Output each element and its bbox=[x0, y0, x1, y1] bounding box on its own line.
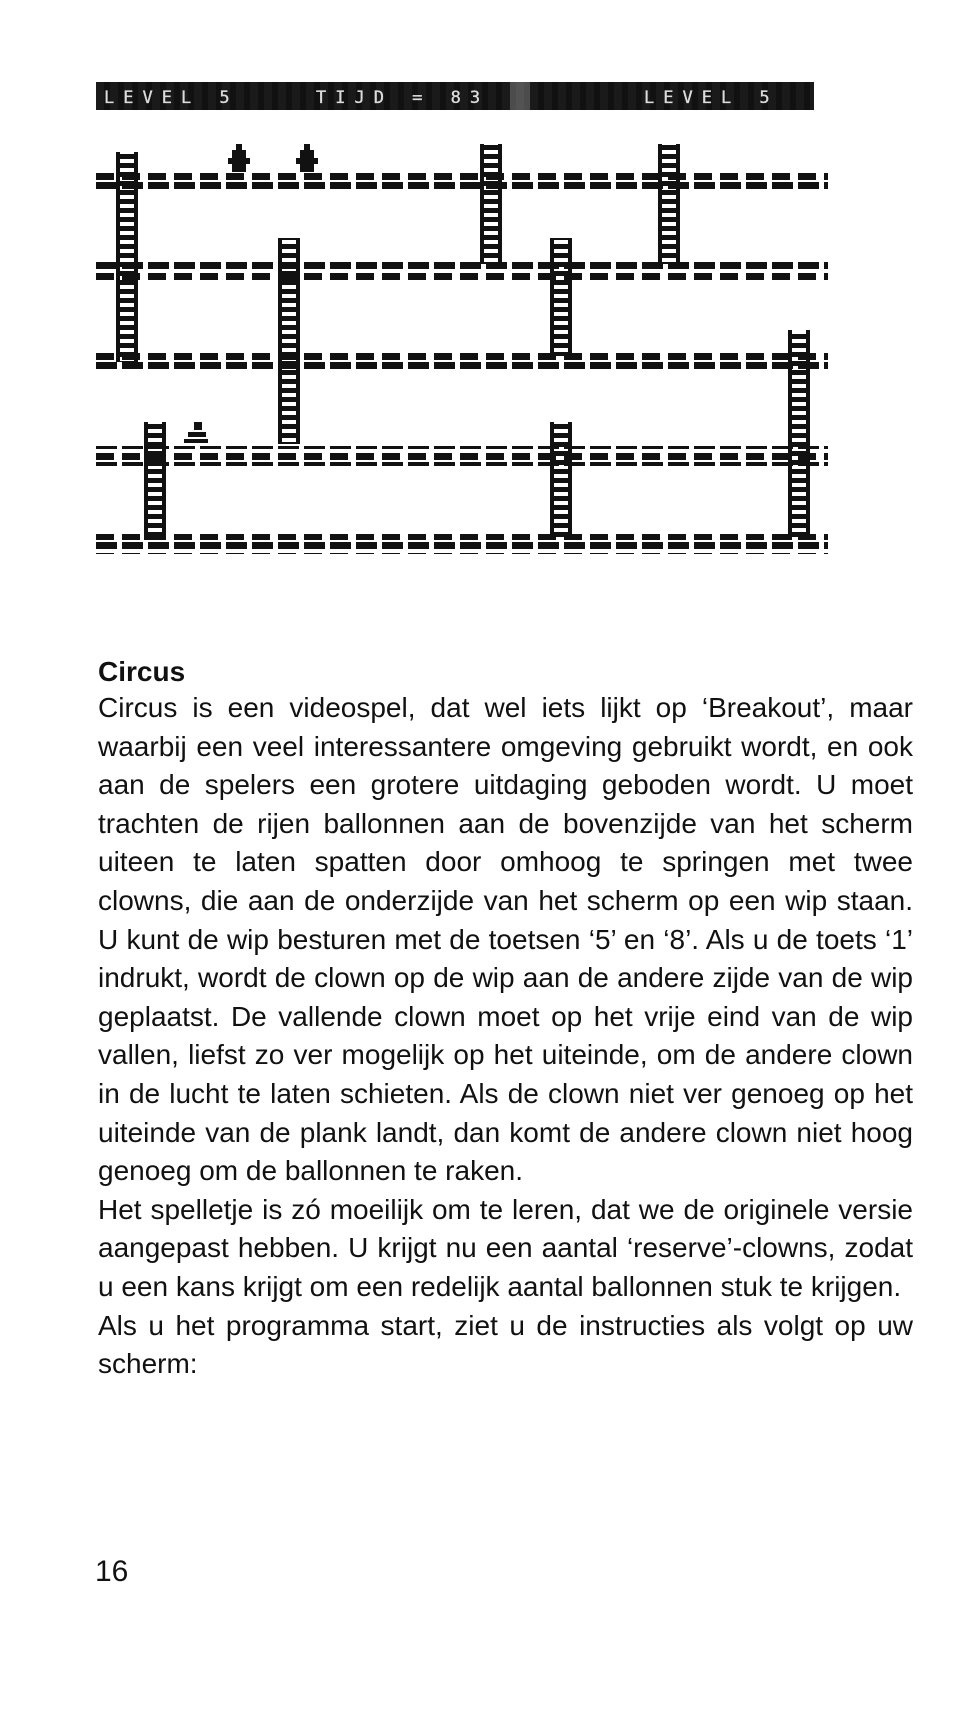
girder-floor-5 bbox=[96, 534, 828, 554]
game-screenshot bbox=[96, 82, 916, 622]
page-number: 16 bbox=[95, 1555, 129, 1588]
section-heading: Circus bbox=[98, 656, 186, 687]
paragraph: Als u het programma start, ziet u de instructies als volgt op uw scherm: bbox=[98, 1309, 913, 1380]
paragraph: Het spelletje is zó moeilijk om te leren, dat we de originele versie aangepast hebben. U krijgt nu een aantal ‘reserve’-clowns, zodat u een kans krijgt om een redelijk aantal ballonnen stuk te krijgen. bbox=[98, 1193, 913, 1302]
player-sprite bbox=[184, 422, 208, 443]
enemy-sprite bbox=[296, 144, 318, 172]
status-bar bbox=[96, 82, 814, 110]
article bbox=[98, 655, 913, 1384]
paragraph: Circus is een videospel, dat wel iets lijkt op ‘Breakout’, maar waarbij een veel interessantere omgeving gebruikt wordt, en ook aan de spelers een grotere uitdaging geboden wordt. U moet trachten de rijen ballonnen aan de bovenzijde van het scherm uiteen te laten spatten door omhoog te springen met twee clowns, die aan de onderzijde van het scherm op een wip staan. U kunt de wip besturen met de toetsen ‘5’ en ‘8’. Als u de toets ‘1’ indrukt, wordt de clown op de wip aan de andere zijde van de wip geplaatst. De vallende clown moet op het vrije eind van de wip vallen, liefst zo ver mogelijk op het uiteinde, om de andere clown in de lucht te laten schieten. Als de clown niet ver genoeg op het uiteinde van de plank landt, dan komt de andere clown niet hoog genoeg om de ballonnen te raken. bbox=[98, 692, 913, 1187]
ladder bbox=[278, 238, 300, 444]
ladder bbox=[116, 152, 138, 362]
enemy-sprite bbox=[228, 144, 250, 172]
ladder bbox=[788, 330, 810, 540]
girder-floor-4 bbox=[96, 446, 828, 466]
ladder bbox=[550, 422, 572, 540]
status-level-right: LEVEL 5 bbox=[644, 88, 779, 108]
status-level-left: LEVEL 5 bbox=[104, 88, 239, 108]
girder-floor-2 bbox=[96, 262, 828, 282]
girder-floor-1 bbox=[96, 172, 828, 192]
girder-floor-3 bbox=[96, 352, 828, 372]
ladder bbox=[480, 144, 502, 264]
status-time: TIJD = 83 bbox=[316, 88, 490, 108]
ladder bbox=[550, 238, 572, 356]
playfield bbox=[96, 144, 828, 554]
ladder bbox=[658, 144, 680, 264]
ladder bbox=[144, 422, 166, 540]
